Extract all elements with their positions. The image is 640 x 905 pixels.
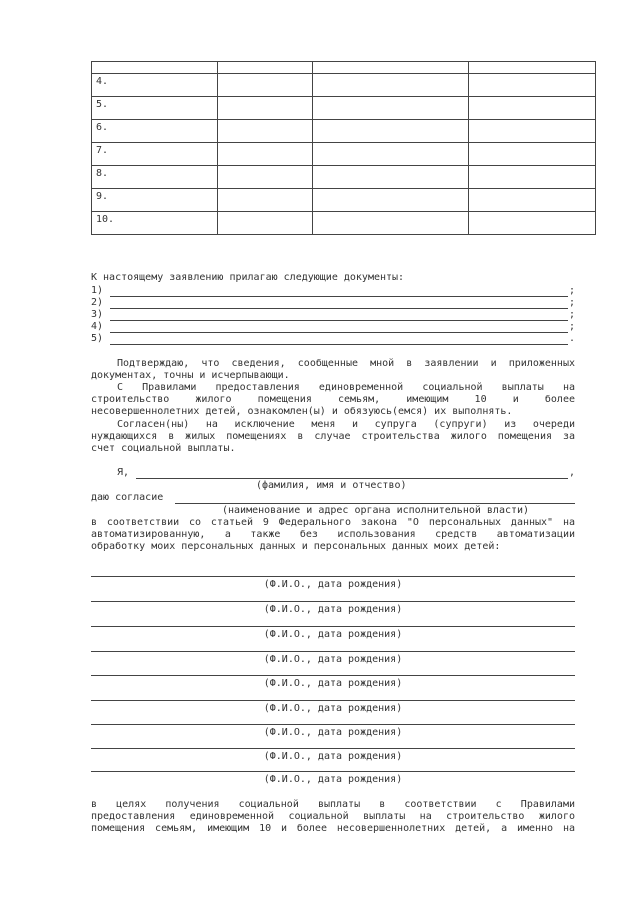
table-cell[interactable] bbox=[218, 189, 313, 212]
table-row bbox=[92, 97, 596, 120]
dayu-label: даю согласие bbox=[91, 492, 164, 503]
row-number: 9. bbox=[92, 189, 218, 212]
table-cell[interactable] bbox=[218, 166, 313, 189]
ya-label: Я, bbox=[117, 467, 130, 478]
table-row bbox=[92, 166, 596, 189]
table-cell[interactable] bbox=[313, 120, 469, 143]
rules-line-3: несовершеннолетних детей, ознакомлен(ы) и обязуюсь(емся) их выполнять. bbox=[91, 406, 513, 417]
table-row bbox=[92, 62, 596, 74]
table-cell[interactable] bbox=[218, 120, 313, 143]
table-cell[interactable] bbox=[469, 97, 596, 120]
doc-item-number: 4) bbox=[91, 321, 104, 332]
table-cell[interactable] bbox=[218, 74, 313, 97]
child-line[interactable] bbox=[91, 700, 575, 701]
child-caption: (Ф.И.О., дата рождения) bbox=[263, 654, 403, 665]
table-cell[interactable] bbox=[313, 62, 469, 74]
doc-item-number: 2) bbox=[91, 297, 104, 308]
doc-item-end: ; bbox=[569, 285, 576, 296]
table-cell[interactable] bbox=[218, 212, 313, 235]
child-line[interactable] bbox=[91, 771, 575, 772]
child-line[interactable] bbox=[91, 576, 575, 577]
doc-item-number: 5) bbox=[91, 333, 104, 344]
confirm-line-2: документах, точны и исчерпывающи. bbox=[91, 370, 290, 381]
table-cell[interactable] bbox=[313, 74, 469, 97]
consent-line-3: обработку моих персональных данных и персональных данных моих детей: bbox=[91, 541, 501, 552]
table-cell[interactable] bbox=[218, 143, 313, 166]
child-caption: (Ф.И.О., дата рождения) bbox=[263, 751, 403, 762]
child-caption: (Ф.И.О., дата рождения) bbox=[263, 703, 403, 714]
table-cell[interactable] bbox=[469, 212, 596, 235]
doc-item-line[interactable] bbox=[110, 296, 568, 297]
row-number: 10. bbox=[92, 212, 218, 235]
doc-item-end: ; bbox=[569, 321, 576, 332]
doc-item-end: ; bbox=[569, 297, 576, 308]
fio-comma: , bbox=[569, 467, 576, 478]
row-number: 5. bbox=[92, 97, 218, 120]
table-cell[interactable] bbox=[469, 74, 596, 97]
child-caption: (Ф.И.О., дата рождения) bbox=[263, 727, 403, 738]
table-cell[interactable] bbox=[469, 166, 596, 189]
table-cell[interactable] bbox=[469, 189, 596, 212]
table-cell[interactable] bbox=[313, 97, 469, 120]
table-cell[interactable] bbox=[313, 212, 469, 235]
table-cell[interactable] bbox=[313, 166, 469, 189]
fio-caption: (фамилия, имя и отчество) bbox=[256, 480, 407, 491]
rules-line-2: строительство жилого помещения семьям, имеющим 10 и более bbox=[91, 394, 575, 405]
confirm-line-1: Подтверждаю, что сведения, сообщенные мной в заявлении и приложенных bbox=[117, 358, 575, 369]
child-caption: (Ф.И.О., дата рождения) bbox=[263, 579, 403, 590]
child-caption: (Ф.И.О., дата рождения) bbox=[263, 629, 403, 640]
consent-line-2: автоматизированную, а также без использования средств автоматизации bbox=[91, 529, 575, 540]
doc-item-line[interactable] bbox=[110, 344, 568, 345]
doc-item-number: 1) bbox=[91, 285, 104, 296]
table-cell[interactable] bbox=[469, 120, 596, 143]
documents-intro: К настоящему заявлению прилагаю следующие документы: bbox=[91, 272, 405, 283]
child-caption: (Ф.И.О., дата рождения) bbox=[263, 604, 403, 615]
child-line[interactable] bbox=[91, 675, 575, 676]
child-line[interactable] bbox=[91, 626, 575, 627]
agree-line-2: нуждающихся в жилых помещениях в случае строительства жилого помещения за bbox=[91, 431, 575, 442]
organ-line[interactable] bbox=[175, 503, 575, 504]
doc-item-line[interactable] bbox=[110, 332, 568, 333]
fio-line[interactable] bbox=[136, 478, 568, 479]
table-cell[interactable] bbox=[469, 143, 596, 166]
child-caption: (Ф.И.О., дата рождения) bbox=[263, 678, 403, 689]
table-cell[interactable] bbox=[313, 189, 469, 212]
doc-item-end: . bbox=[569, 333, 576, 344]
table-row bbox=[92, 212, 596, 235]
row-number: 8. bbox=[92, 166, 218, 189]
table-cell[interactable] bbox=[469, 62, 596, 74]
child-line[interactable] bbox=[91, 651, 575, 652]
child-line[interactable] bbox=[91, 748, 575, 749]
table-cell[interactable] bbox=[313, 143, 469, 166]
family-table bbox=[91, 61, 596, 235]
consent-line-1: в соответствии со статьей 9 Федерального закона "О персональных данных" на bbox=[91, 517, 575, 528]
agree-line-3: счет социальной выплаты. bbox=[91, 443, 236, 454]
table-cell[interactable] bbox=[92, 62, 218, 74]
child-caption: (Ф.И.О., дата рождения) bbox=[263, 774, 403, 785]
table-row bbox=[92, 74, 596, 97]
table-cell[interactable] bbox=[218, 62, 313, 74]
table-cell[interactable] bbox=[218, 97, 313, 120]
table-row bbox=[92, 143, 596, 166]
organ-caption: (наименование и адрес органа исполнительной власти) bbox=[222, 505, 530, 516]
doc-item-line[interactable] bbox=[110, 320, 568, 321]
row-number: 4. bbox=[92, 74, 218, 97]
child-line[interactable] bbox=[91, 601, 575, 602]
rules-line-1: С Правилами предоставления единовременной социальной выплаты на bbox=[117, 382, 575, 393]
purpose-line-3: помещения семьям, имеющим 10 и более несовершеннолетних детей, а именно на bbox=[91, 823, 575, 834]
doc-item-number: 3) bbox=[91, 309, 104, 320]
table-row bbox=[92, 120, 596, 143]
purpose-line-1: в целях получения социальной выплаты в соответствии с Правилами bbox=[91, 799, 575, 810]
row-number: 7. bbox=[92, 143, 218, 166]
child-line[interactable] bbox=[91, 724, 575, 725]
row-number: 6. bbox=[92, 120, 218, 143]
table-row bbox=[92, 189, 596, 212]
doc-item-end: ; bbox=[569, 309, 576, 320]
agree-line-1: Согласен(ны) на исключение меня и супруга (супруги) из очереди bbox=[117, 419, 575, 430]
purpose-line-2: предоставления единовременной социальной выплаты на строительство жилого bbox=[91, 811, 575, 822]
doc-item-line[interactable] bbox=[110, 308, 568, 309]
